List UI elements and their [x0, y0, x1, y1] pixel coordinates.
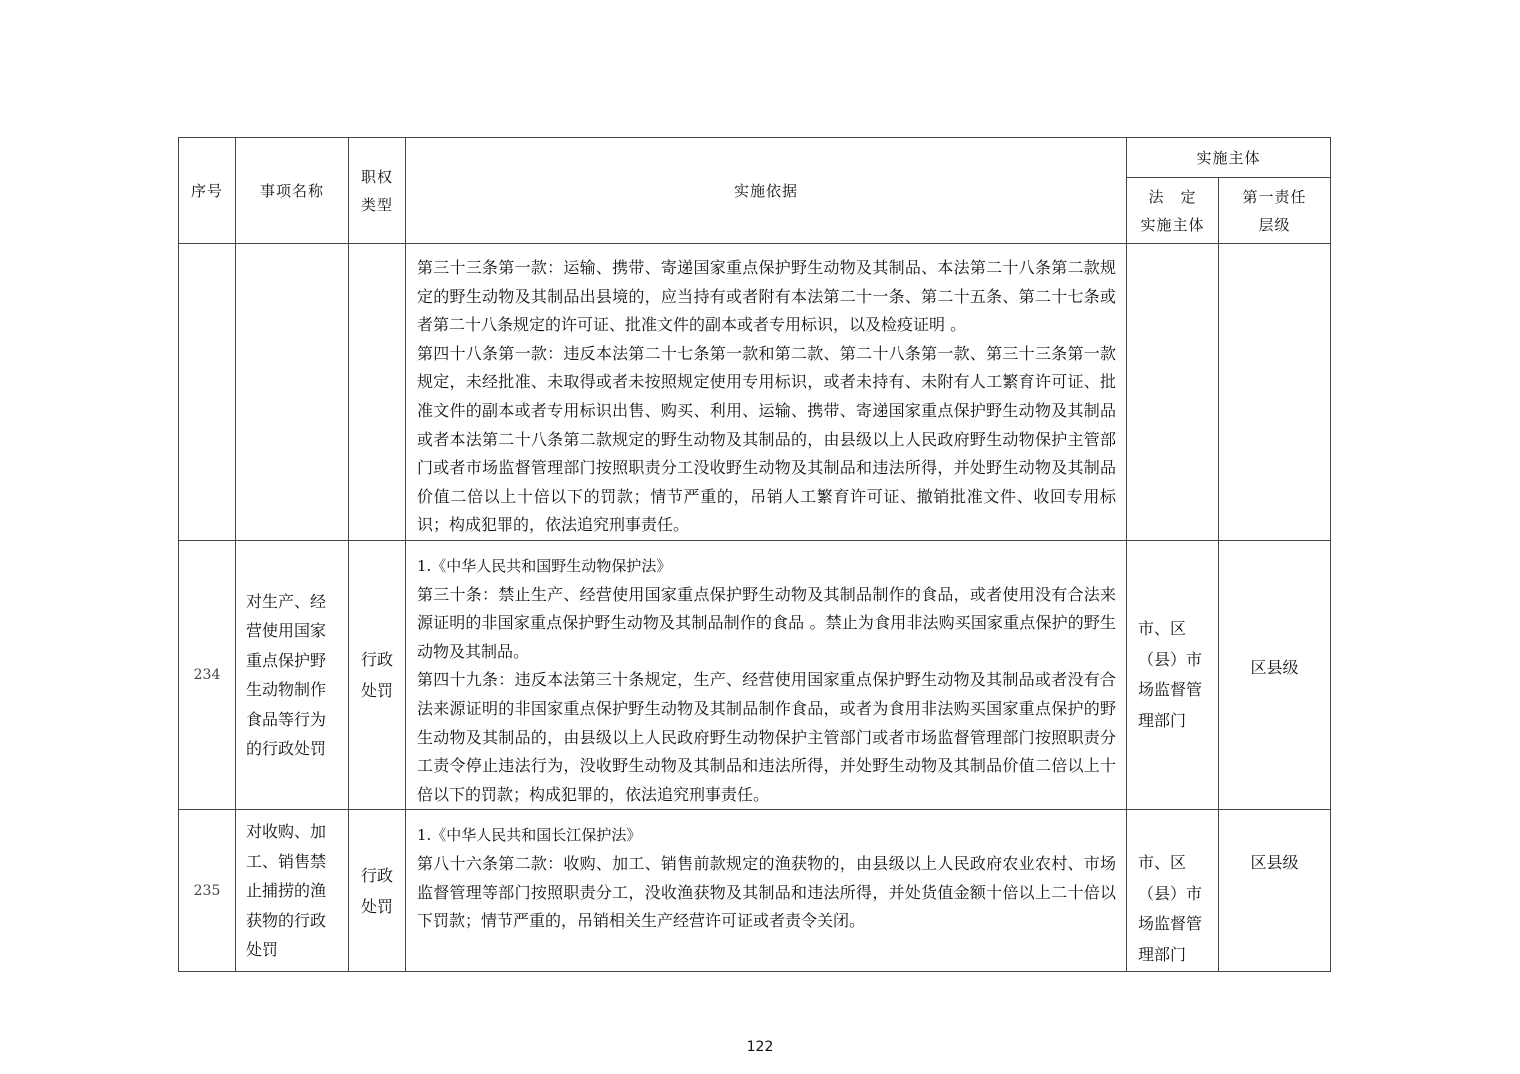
header-basis: 实施依据: [406, 138, 1127, 244]
type-line2: 处罚: [360, 681, 393, 701]
cell-basis: [406, 244, 1127, 541]
header-legal-line1: 法 定: [1148, 187, 1197, 206]
type-line1: 行政: [360, 650, 393, 670]
cell-level: 区县级: [1219, 810, 1331, 972]
cell-item-name: 对收购、加工、销售禁止捕捞的渔获物的行政处罚: [236, 810, 349, 972]
cell-subject-empty: [1127, 244, 1219, 541]
header-legal-subject: [1127, 178, 1219, 244]
header-subject: 实施主体: [1127, 138, 1331, 178]
cell-seq-empty: [179, 244, 236, 541]
enforcement-table: [178, 137, 1331, 972]
header-item-name: 事项名称: [236, 138, 349, 244]
cell-basis: [406, 541, 1127, 810]
cell-seq: 235: [179, 810, 236, 972]
basis-paragraph: 第三十条：禁止生产、经营使用国家重点保护野生动物及其制品制作的食品，或者使用没有合法来源证明的非国家重点保护野生动物及其制品制作的食品 。禁止为食用非法购买国家重点保护的野生动物及其制品。: [417, 584, 1116, 661]
header-level-line2: 层级: [1258, 215, 1291, 234]
law-title: 1.《中华人民共和国野生动物保护法》: [417, 557, 672, 575]
basis-paragraph: 第四十八条第一款：违反本法第二十七条第一款和第二款、第二十八条第一款、第三十三条第一款规定，未经批准、未取得或者未按照规定使用专用标识，或者未持有、未附有人工繁育许可证、批准文件的副本或者专用标识出售、购买、利用、运输、携带、寄递国家重点保护野生动物及其制品或者本法第二十八条第二款规定的野生动物及其制品的，由县级以上人民政府野生动物保护主管部门或者市场监督管理部门按照职责分工没收野生动物及其制品和违法所得，并处野生动物及其制品价值二倍以上十倍以下的罚款；情节严重的，吊销人工繁育许可证、撤销批准文件、收回专用标识；构成犯罪的，依法追究刑事责任。: [417, 343, 1116, 535]
header-type: [349, 138, 406, 244]
page-number: 122: [746, 1039, 774, 1055]
header-type-line2: 类型: [360, 195, 393, 214]
header-seq: 序号: [179, 138, 236, 244]
basis-paragraph: 第八十六条第二款：收购、加工、销售前款规定的渔获物的，由县级以上人民政府农业农村、市场监督管理等部门按照职责分工，没收渔获物及其制品和违法所得，并处货值金额十倍以上二十倍以下罚款；情节严重的，吊销相关生产经营许可证或者责令关闭。: [417, 853, 1116, 931]
cell-type-empty: [349, 244, 406, 541]
basis-paragraph: 第三十三条第一款：运输、携带、寄递国家重点保护野生动物及其制品、本法第二十八条第二款规定的野生动物及其制品出县境的，应当持有或者附有本法第二十一条、第二十五条、第二十七条或者第二十八条规定的许可证、批准文件的副本或者专用标识，以及检疫证明 。: [417, 258, 1116, 335]
table-row-continuation: [179, 244, 1331, 541]
cell-type: [349, 810, 406, 972]
type-line1: 行政: [360, 865, 393, 885]
header-legal-line2: 实施主体: [1140, 215, 1205, 234]
cell-name-empty: [236, 244, 349, 541]
table-row: [179, 541, 1331, 810]
cell-type: [349, 541, 406, 810]
header-type-line1: 职权: [360, 167, 393, 186]
header-level-line1: 第一责任: [1242, 187, 1307, 206]
law-title: 1.《中华人民共和国长江保护法》: [417, 826, 642, 845]
cell-seq: 234: [179, 541, 236, 810]
cell-subject: 市、区（县）市场监督管理部门: [1127, 541, 1219, 810]
cell-level-empty: [1219, 244, 1331, 541]
table-row: [179, 810, 1331, 972]
cell-item-name: 对生产、经营使用国家重点保护野生动物制作食品等行为的行政处罚: [236, 541, 349, 810]
cell-basis: [406, 810, 1127, 972]
basis-paragraph: 第四十九条：违反本法第三十条规定，生产、经营使用国家重点保护野生动物及其制品或者没有合法来源证明的非国家重点保护野生动物及其制品制作食品，或者为食用非法购买国家重点保护的野生动物及其制品的，由县级以上人民政府野生动物保护主管部门或者市场监督管理部门按照职责分工责令停止违法行为，没收野生动物及其制品和违法所得，并处野生动物及其制品价值二倍以上十倍以下的罚款；构成犯罪的，依法追究刑事责任。: [417, 670, 1116, 804]
header-level: [1219, 178, 1331, 244]
cell-subject: 市、区（县）市场监督管理部门: [1127, 810, 1219, 972]
type-line2: 处罚: [360, 896, 393, 916]
cell-level: 区县级: [1219, 541, 1331, 810]
